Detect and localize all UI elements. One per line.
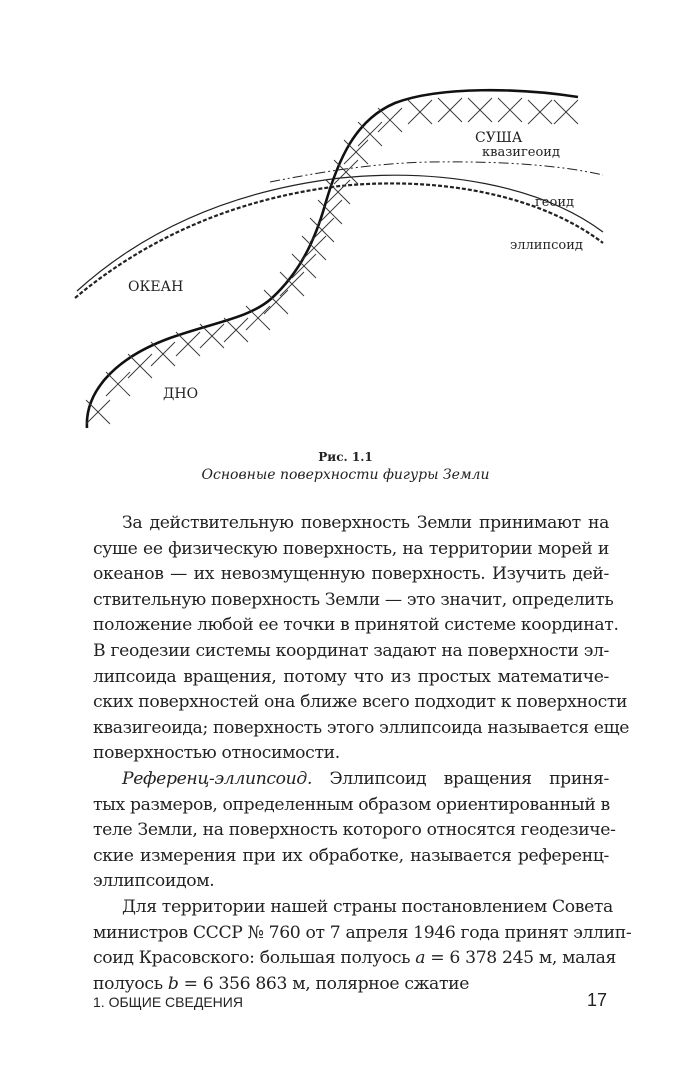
label-ellipsoid: эллипсоид [510, 238, 583, 253]
earth-surfaces-diagram [0, 0, 691, 445]
quasigeoid-line [270, 162, 603, 182]
running-footer-section: 1. ОБЩИЕ СВЕДЕНИЯ [93, 994, 243, 1010]
text-line: министров СССР № 760 от 7 апреля 1946 года принят эллип- [93, 922, 632, 943]
label-land: СУША [475, 130, 523, 146]
text-line: липсоида вращения, потому что из простых математиче- [93, 666, 609, 687]
page-number: 17 [586, 990, 607, 1010]
text-fragment: Эллипсоид вращения приня- [312, 768, 609, 789]
figure-caption: Основные поверхности фигуры Земли [201, 467, 490, 483]
text-line: теле Земли, на поверхность которого относятся геодезиче- [93, 820, 616, 841]
text-line: поверхностью относимости. [93, 743, 340, 764]
label-bottom: ДНО [163, 386, 199, 402]
label-ocean: ОКЕАН [128, 279, 184, 295]
text-line [93, 946, 616, 972]
text-fragment: = 6 378 245 м, малая [425, 948, 616, 969]
text-line: квазигеоида; поверхность этого эллипсоида называется еще [93, 717, 630, 738]
text-fragment: = 6 356 863 м, полярное сжатие [178, 973, 470, 994]
variable-b: b [167, 973, 179, 994]
text-line [93, 767, 609, 793]
text-line: положение любой ее точки в принятой системе координат. [93, 615, 619, 636]
text-line: За действительную поверхность Земли принимают на [122, 513, 609, 533]
text-line: эллипсоидом. [93, 871, 215, 892]
text-line: В геодезии системы координат задают на поверхности эл- [93, 640, 609, 661]
label-quasigeoid: квазигеоид [482, 145, 560, 160]
text-line: тых размеров, определенным образом ориентированный в [93, 794, 610, 815]
text-line: ские измерения при их обработке, называется референц- [93, 845, 609, 866]
text-line: Для территории нашей страны постановлением Совета [122, 896, 613, 917]
text-fragment: соид Красовского: большая полуось [93, 948, 416, 969]
term-reference-ellipsoid: Референц-эллипсоид. [122, 768, 313, 789]
figure-number: Рис. 1.1 [318, 450, 373, 464]
text-line: суше ее физическую поверхность, на территории морей и [93, 538, 609, 559]
body-text [93, 511, 632, 997]
text-fragment: полуось [93, 973, 168, 994]
text-line: океанов — их невозмущенную поверхность. Изучить дей- [93, 564, 609, 585]
text-line: ских поверхностей она ближе всего подходит к поверхности [93, 692, 628, 713]
geoid-line [77, 175, 603, 291]
variable-a: a [415, 948, 426, 969]
label-geoid: геоид [535, 195, 574, 210]
text-line: ствительную поверхность Земли — это значит, определить [93, 589, 614, 610]
